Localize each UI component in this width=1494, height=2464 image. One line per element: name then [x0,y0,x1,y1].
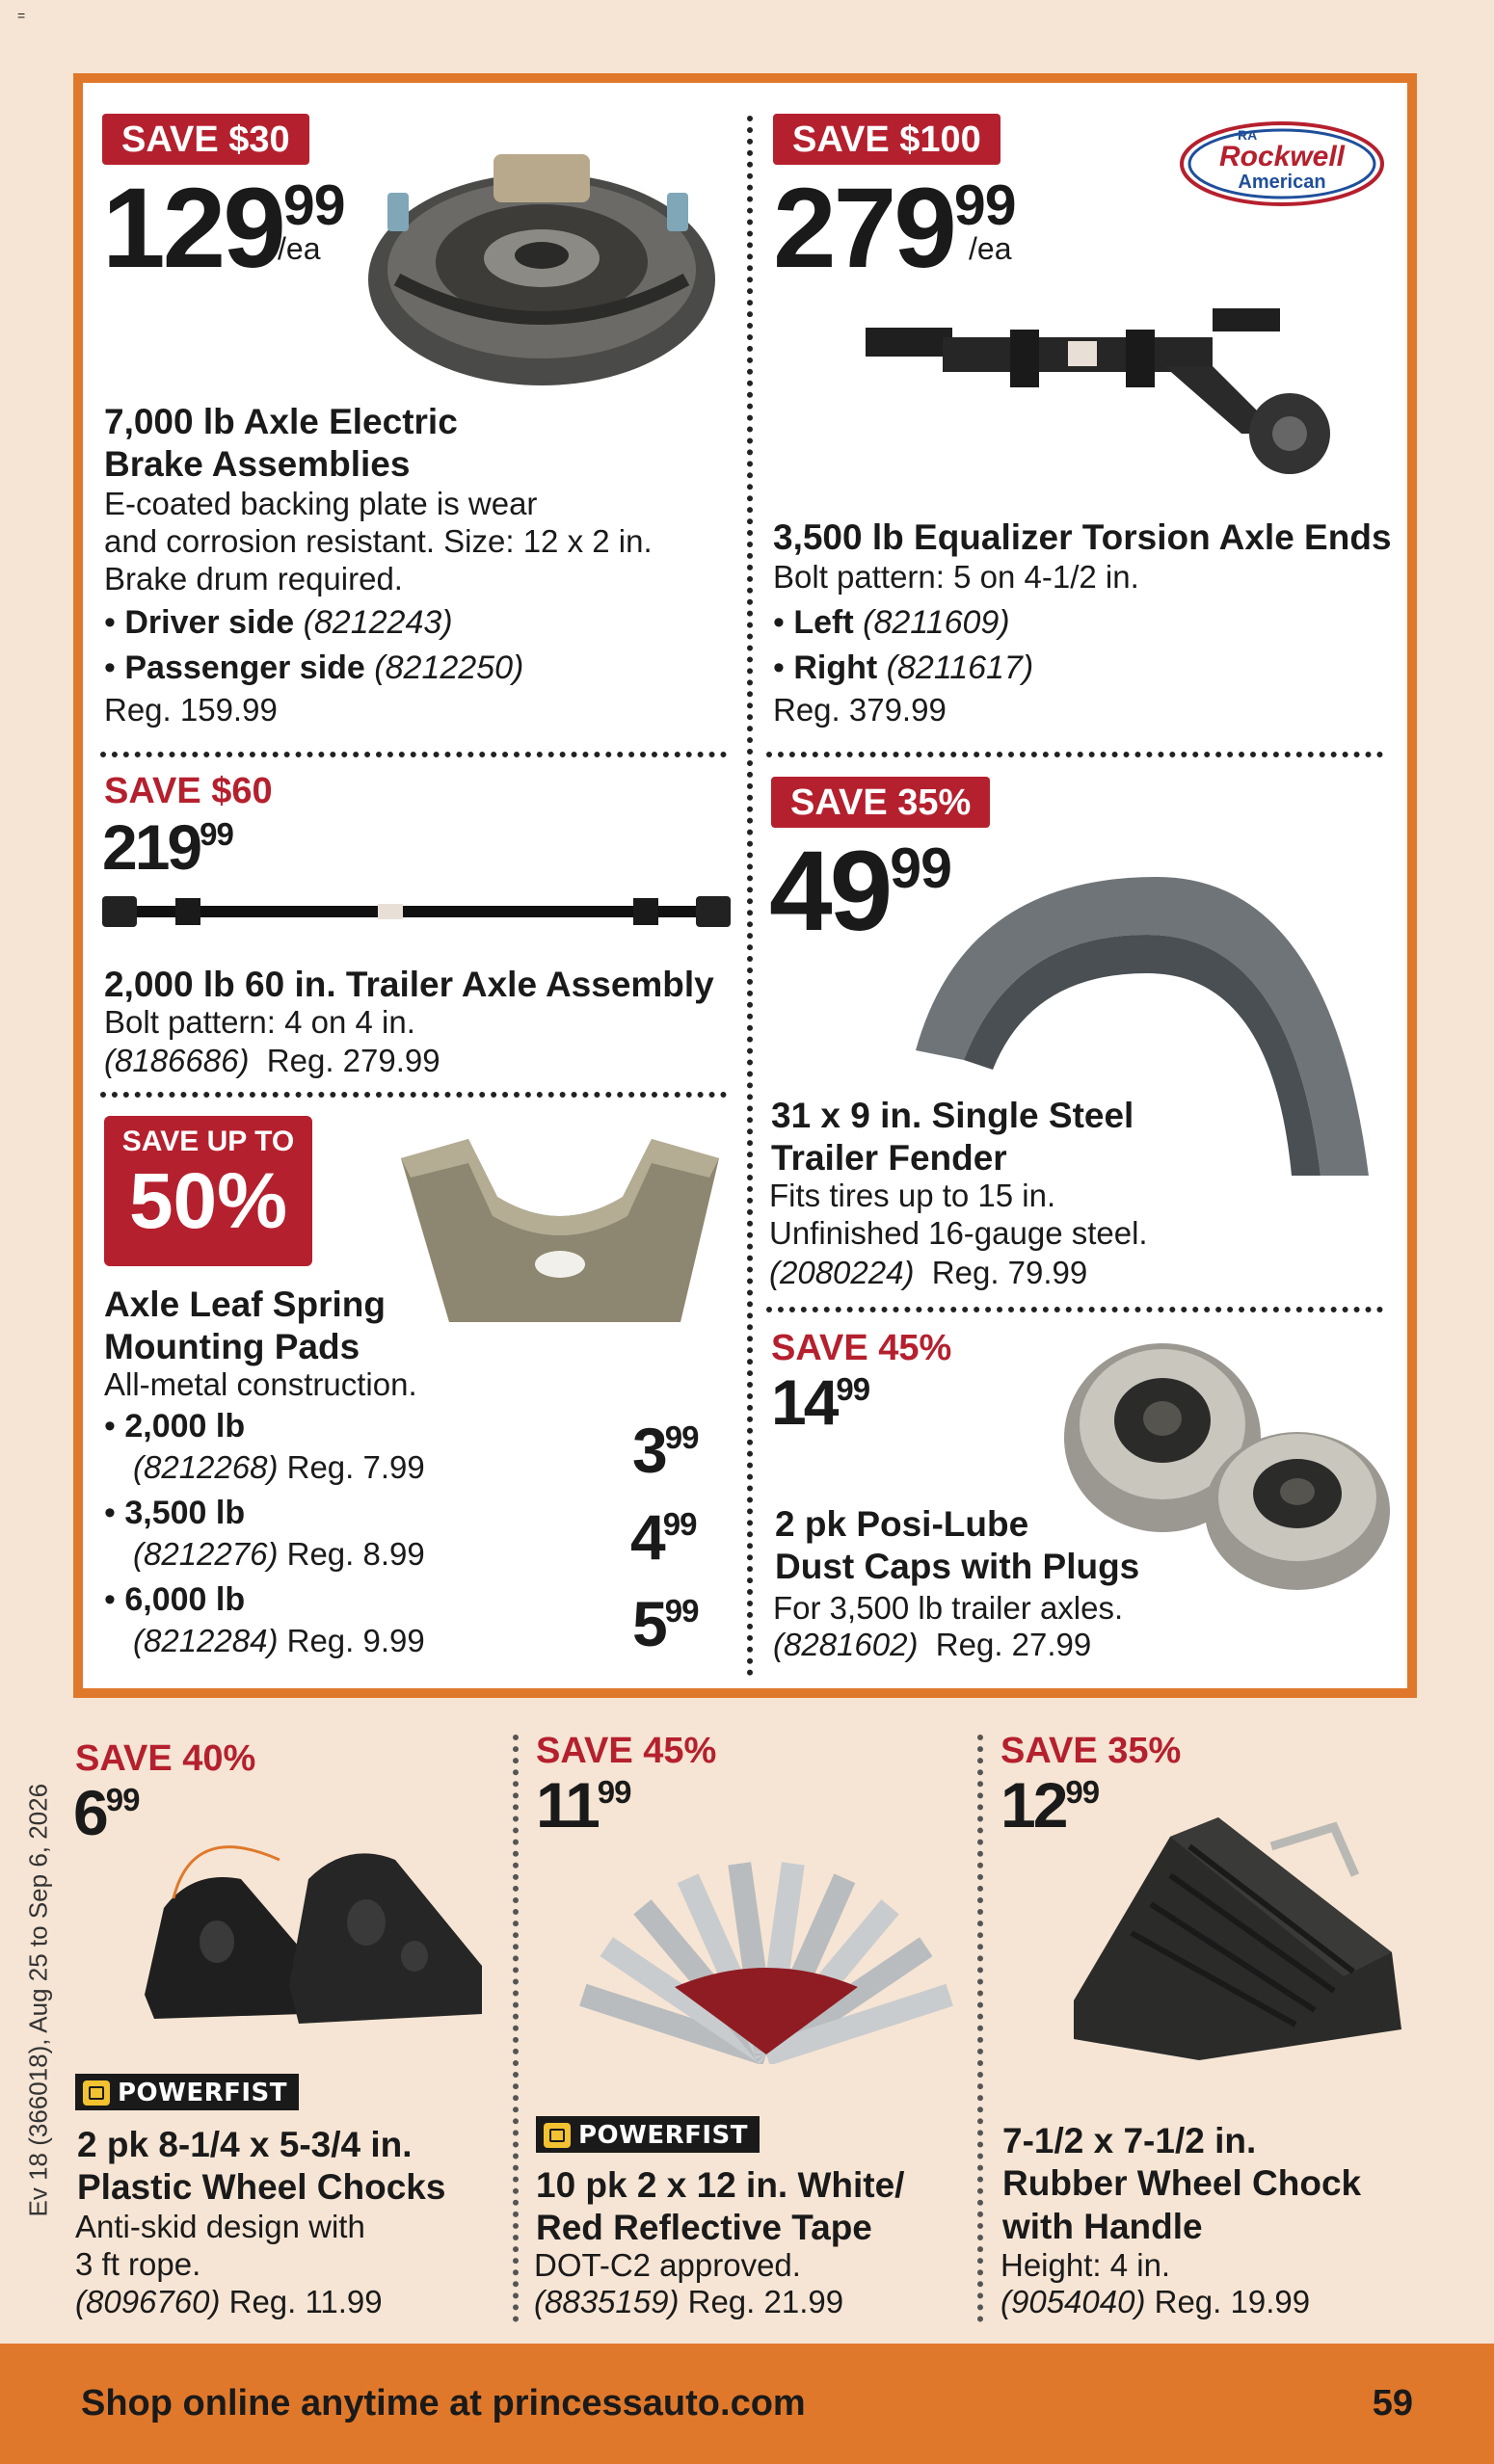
desc-dust-caps: For 3,500 lb trailer axles. [773,1590,1124,1626]
shop-online-link[interactable]: Shop online anytime at princessauto.com [81,2383,806,2424]
title-reflective-tape [536,2164,979,2250]
reflective-tape-image [578,1852,954,2064]
title-line: with Handle [1002,2206,1203,2246]
title-line: 2 pk Posi-Lube [775,1504,1029,1544]
save-text-dust-caps: SAVE 45% [771,1328,952,1368]
powerfist-fist-icon [544,2123,571,2148]
title-line: Mounting Pads [104,1327,360,1367]
title-line: 2 pk 8-1/4 x 5-3/4 in. [77,2125,413,2164]
title-torsion: 3,500 lb Equalizer Torsion Axle Ends [773,517,1392,557]
save-badge-fender: SAVE 35% [771,777,990,828]
electric-brake-assembly-image [359,135,725,393]
option-price: $5^{99}$ [632,1588,699,1659]
desc-fender [769,1178,1148,1253]
sku-reg-reflective-tape: (8835159) Reg. 21.99 [534,2284,844,2319]
price-rubber-chock: $12^{99}$ [1000,1769,1100,1841]
price-wheel-chocks: $6^{99}$ [73,1777,140,1848]
price-unit-brake: /ea [278,231,321,266]
title-line: Rubber Wheel Chock [1002,2163,1362,2204]
reg-price-brake: Reg. 159.99 [104,692,278,728]
trailer-axle-image [98,885,734,937]
desc-line: Fits tires up to 15 in. [769,1178,1056,1213]
title-dust-caps [775,1503,1180,1589]
rockwell-american-logo [1178,118,1386,210]
desc-line: and corrosion resistant. Size: 12 x 2 in. [104,522,653,559]
desc-wheel-chocks [75,2209,365,2284]
footer-bar [0,2344,1494,2464]
title-fender [771,1095,1388,1180]
title-line: Dust Caps with Plugs [775,1547,1140,1587]
powerfist-brand-badge: POWERFIST [536,2116,760,2153]
sku-reg-dust-caps: (8281602) Reg. 27.99 [773,1627,1092,1662]
powerfist-brand-badge: POWERFIST [75,2074,299,2110]
price-trailer-axle: $219^{99}$ [102,811,233,883]
flyer-edition-note: Ev 18 (366018), Aug 25 to Sep 6, 2026 [23,1783,53,2217]
plastic-wheel-chocks-image [135,1821,501,2043]
reg-price-torsion: Reg. 379.99 [773,692,947,728]
powerfist-fist-icon [83,2080,110,2106]
title-line: 7-1/2 x 7-1/2 in. [1002,2121,1257,2160]
bullet-brake-passenger: • Passenger side (8212250) [104,649,524,686]
panel-divider-vertical [747,116,753,1677]
desc-line: Anti-skid design with [75,2209,365,2244]
sku-reg-wheel-chocks: (8096760) Reg. 11.99 [75,2284,383,2319]
bottom-divider-left [513,1735,519,2322]
option-sku-reg: (8212268) Reg. 7.99 [133,1449,425,1485]
desc-trailer-axle: Bolt pattern: 4 on 4 in. [104,1004,415,1040]
rubber-wheel-chock-image [1054,1808,1421,2068]
option-weight: • 6,000 lb [104,1581,246,1618]
desc-brake [104,486,731,598]
sku-reg-trailer-axle: (8186686) Reg. 279.99 [104,1043,440,1078]
divider-brake-axle [100,752,727,757]
price-reflective-tape: $11^{99}$ [536,1769,631,1841]
save-badge-torsion: SAVE $100 [773,114,1000,165]
option-price: $4^{99}$ [630,1501,697,1573]
price-brake: $129^{99}$ [102,165,345,292]
title-line: Plastic Wheel Chocks [77,2167,446,2208]
torsion-axle-image [846,289,1347,482]
title-leaf-pads [104,1284,470,1369]
bullet-torsion-right: • Right (8211617) [773,649,1034,686]
desc-torsion: Bolt pattern: 5 on 4-1/2 in. [773,559,1139,595]
sku-reg-fender: (2080224) Reg. 79.99 [769,1255,1088,1290]
divider-fender-caps [766,1307,1383,1312]
title-trailer-axle: 2,000 lb 60 in. Trailer Axle Assembly [104,965,714,1004]
bullet-brake-driver: • Driver side (8212243) [104,604,453,641]
corner-mark: = [17,8,26,23]
desc-line: 3 ft rope. [75,2245,201,2282]
desc-reflective-tape: DOT-C2 approved. [534,2247,801,2283]
title-line: Red Reflective Tape [536,2208,872,2248]
title-wheel-chocks [77,2124,520,2210]
title-line: Trailer Fender [771,1138,1007,1179]
save-badge-leaf-pads [104,1116,312,1266]
logo-sub: American [1238,172,1326,193]
save-badge-brake: SAVE $30 [102,114,309,165]
price-fender: $49^{99}$ [769,828,951,955]
title-line: Brake Assemblies [104,444,411,485]
desc-line: Unfinished 16-gauge steel. [769,1214,1148,1251]
logo-name: Rockwell [1218,141,1346,172]
divider-axle-pads [100,1092,727,1098]
desc-rubber-chock: Height: 4 in. [1000,2247,1171,2283]
save-text-rubber-chock: SAVE 35% [1000,1731,1182,1771]
price-unit-torsion: /ea [969,231,1012,266]
price-dust-caps: $14^{99}$ [771,1366,870,1438]
title-line: Axle Leaf Spring [104,1285,386,1324]
desc-line: Brake drum required. [104,560,403,596]
save-text-wheel-chocks: SAVE 40% [75,1738,256,1779]
title-line: 31 x 9 in. Single Steel [771,1096,1134,1135]
badge-top-text: SAVE UP TO [121,1126,295,1157]
page-number: 59 [1372,2383,1413,2424]
option-price: $3^{99}$ [632,1415,699,1486]
save-text-reflective-tape: SAVE 45% [536,1731,717,1771]
option-sku-reg: (8212284) Reg. 9.99 [133,1623,425,1658]
bullet-torsion-left: • Left (8211609) [773,604,1010,641]
desc-line: E-coated backing plate is wear [104,486,538,521]
title-line: 10 pk 2 x 12 in. White/ [536,2165,905,2205]
divider-torsion-fender [766,752,1383,757]
sku-reg-rubber-chock: (9054040) Reg. 19.99 [1000,2284,1311,2319]
option-weight: • 2,000 lb [104,1408,246,1444]
title-brake [104,401,702,487]
option-sku-reg: (8212276) Reg. 8.99 [133,1536,425,1572]
badge-big-text: 50% [128,1157,288,1245]
save-text-trailer-axle: SAVE $60 [104,771,273,811]
title-line: 7,000 lb Axle Electric [104,402,458,441]
title-rubber-chock [1002,2120,1455,2248]
logo-monogram: RA [1238,127,1258,143]
price-torsion: $279^{99}$ [773,165,1016,292]
option-weight: • 3,500 lb [104,1495,246,1531]
desc-leaf-pads: All-metal construction. [104,1366,417,1402]
